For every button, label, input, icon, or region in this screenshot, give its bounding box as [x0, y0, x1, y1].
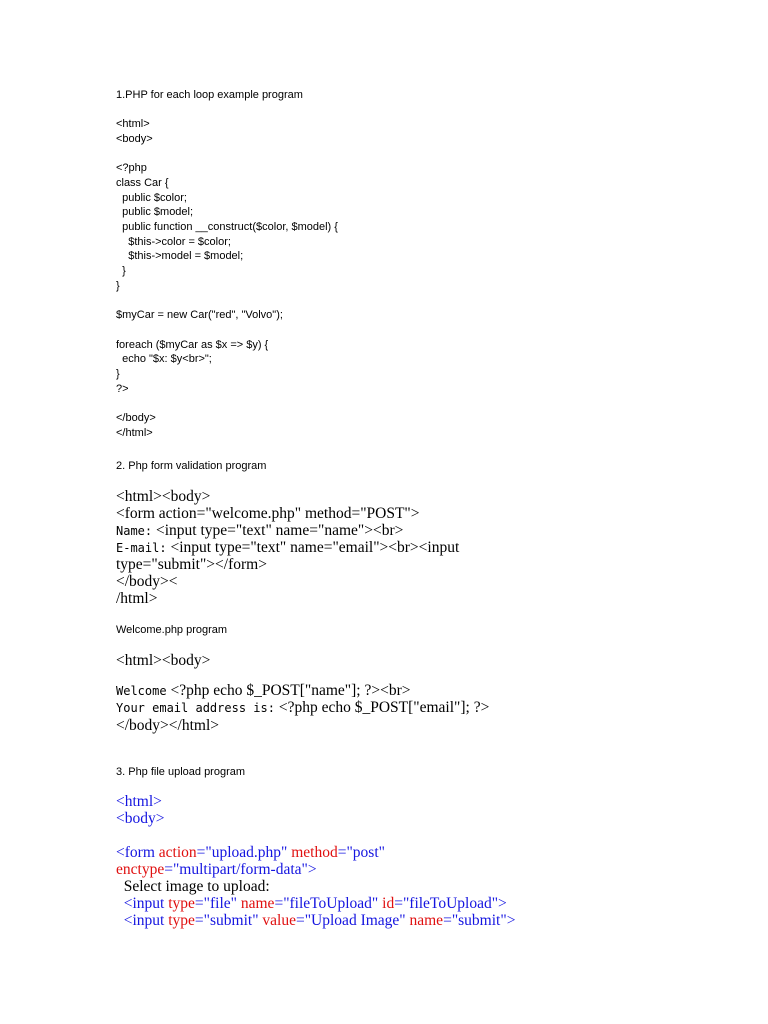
code-label: Name:	[116, 524, 153, 538]
code-token: type	[168, 912, 195, 929]
code-token: value	[262, 912, 296, 929]
code-token: name	[240, 895, 275, 912]
code-line: </html>	[116, 426, 153, 439]
code-line: }	[116, 367, 120, 380]
code-line: <html>	[116, 118, 150, 130]
code-line	[116, 682, 410, 700]
section3-heading: 3. Php file upload program	[116, 766, 246, 778]
code-token: "submit"	[203, 912, 259, 929]
code-token: "fileToUpload"	[402, 895, 499, 912]
code-token: =	[337, 844, 347, 861]
code-token: =	[443, 912, 452, 929]
code-line	[116, 912, 515, 929]
code-token: <input	[123, 912, 165, 929]
code-line	[116, 844, 385, 861]
code-text: <input type="text" name="email"><br><input	[170, 539, 460, 556]
code-line: public function __construct($color, $model) {	[116, 220, 338, 233]
code-token: "Upload Image"	[304, 912, 406, 929]
code-token: enctype	[116, 861, 165, 878]
code-token: "fileToUpload"	[283, 895, 379, 912]
code-token: "upload.php"	[205, 844, 288, 861]
code-line	[116, 878, 270, 895]
code-line: public $color;	[116, 191, 187, 204]
code-line	[116, 699, 489, 717]
code-line: }	[116, 279, 120, 292]
code-line: public $model;	[116, 206, 194, 219]
code-token: "multipart/form-data"	[172, 861, 308, 878]
code-token: =	[194, 895, 204, 912]
code-token: id	[382, 895, 395, 912]
code-token: =	[196, 844, 206, 861]
code-line: <form action="welcome.php" method="POST">	[116, 505, 420, 522]
code-token: <input	[123, 895, 165, 912]
code-line: ?>	[116, 382, 129, 395]
code-token: "file"	[203, 895, 237, 912]
section2b-heading: Welcome.php program	[116, 624, 228, 636]
code-line	[116, 861, 317, 878]
code-text: <?php echo $_POST["name"]; ?><br>	[170, 682, 411, 699]
code-text: <input type="text" name="name"><br>	[156, 522, 404, 539]
code-line: </body><	[116, 573, 178, 590]
code-label: Welcome	[116, 684, 167, 698]
code-line: foreach ($myCar as $x => $y) {	[116, 338, 269, 351]
code-line: /html>	[116, 590, 158, 607]
code-token: >	[506, 912, 516, 929]
code-token: name	[409, 912, 444, 929]
code-line	[116, 539, 459, 557]
code-line: type="submit"></form>	[116, 556, 267, 573]
code-line: </body>	[116, 412, 156, 424]
section1-heading: 1.PHP for each loop example program	[116, 89, 303, 101]
code-token: type	[168, 895, 195, 912]
code-line: <html><body>	[116, 652, 211, 669]
code-line: <html><body>	[116, 488, 211, 505]
code-line: echo "$x: $y<br>";	[116, 353, 212, 366]
code-line: <html>	[116, 793, 162, 810]
code-token: >	[307, 861, 317, 878]
code-text: <?php echo $_POST["email"]; ?>	[278, 699, 490, 716]
code-token: >	[498, 895, 507, 912]
code-line: </body></html>	[116, 717, 219, 734]
code-label: E-mail:	[116, 541, 167, 555]
code-line: }	[116, 265, 126, 277]
code-line: $this->model = $model;	[116, 250, 244, 263]
code-token: "submit"	[451, 912, 507, 929]
code-token: =	[274, 895, 284, 912]
code-line: $this->color = $color;	[116, 235, 231, 248]
code-label: Your email address is:	[116, 701, 275, 715]
code-token: "post"	[346, 844, 385, 861]
code-token: method	[291, 844, 338, 861]
code-line	[116, 895, 507, 912]
code-token: Select image to upload:	[123, 878, 270, 895]
code-token: =	[295, 912, 305, 929]
code-token: =	[394, 895, 403, 912]
code-line	[116, 522, 403, 540]
code-token: =	[164, 861, 173, 878]
code-line: $myCar = new Car("red", "Volvo");	[116, 309, 283, 322]
code-token: <form	[116, 844, 155, 861]
code-token: action	[158, 844, 197, 861]
code-token: =	[194, 912, 204, 929]
section2-heading: 2. Php form validation program	[116, 460, 267, 472]
code-line: <body>	[116, 810, 165, 827]
code-line: <?php	[116, 162, 147, 175]
code-line: <body>	[116, 132, 153, 145]
code-line: class Car {	[116, 176, 169, 189]
